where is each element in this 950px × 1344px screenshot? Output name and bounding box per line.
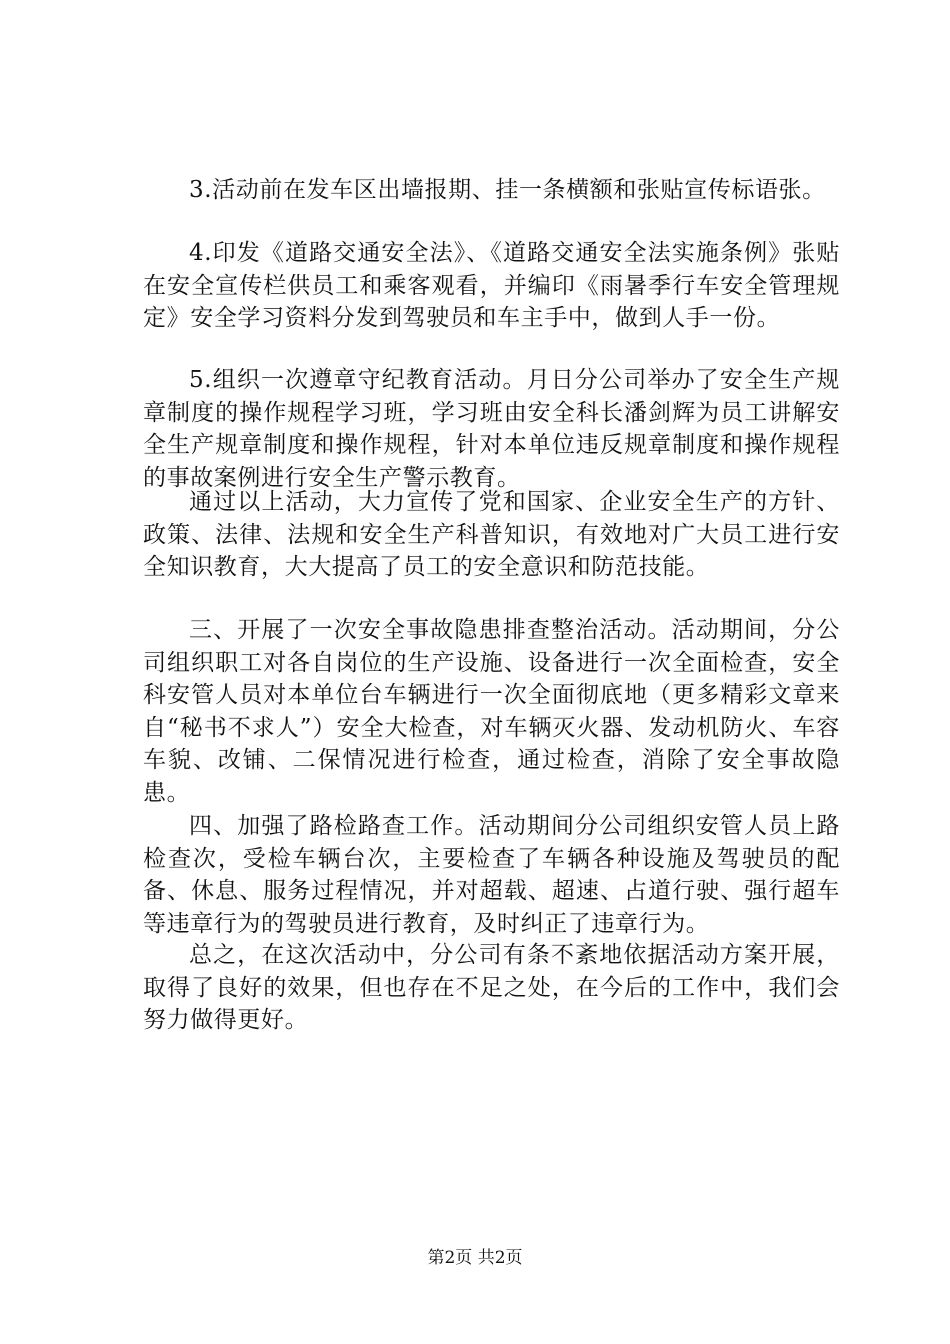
page-number-footer: 第2页 共2页 [427,1248,523,1268]
paragraph-item-4: 4.印发《道路交通安全法》、《道路交通安全法实施条例》张贴在安全宣传栏供员工和乘客观看，并编印《雨暑季行车安全管理规定》安全学习资料分发到驾驶员和车主手中，做到人手一份。 [143,240,840,332]
paragraph-section-four: 四、加强了路检路查工作。活动期间分公司组织安管人员上路检查次，受检车辆台次，主要检查了车辆各种设施及驾驶员的配备、休息、服务过程情况，并对超载、超速、占道行驶、强行超车等违章行为的驾驶员进行教育，及时纠正了违章行为。 [143,813,840,937]
paragraph-item-5: 5.组织一次遵章守纪教育活动。月日分公司举办了安全生产规章制度的操作规程学习班，学习班由安全科长潘剑辉为员工讲解安全生产规章制度和操作规程，针对本单位违反规章制度和操作规程的事故案例进行安全生产警示教育。 [143,367,840,491]
paragraph-item-3: 3.活动前在发车区出墙报期、挂一条横额和张贴宣传标语张。 [189,177,826,203]
paragraph-conclusion: 总之，在这次活动中，分公司有条不紊地依据活动方案开展，取得了良好的效果，但也存在不足之处，在今后的工作中，我们会努力做得更好。 [143,942,840,1034]
paragraph-summary-activities: 通过以上活动，大力宣传了党和国家、企业安全生产的方针、政策、法律、法规和安全生产科普知识，有效地对广大员工进行安全知识教育，大大提高了员工的安全意识和防范技能。 [143,489,840,581]
paragraph-section-three: 三、开展了一次安全事故隐患排查整治活动。活动期间，分公司组织职工对各自岗位的生产设施、设备进行一次全面检查，安全科安管人员对本单位台车辆进行一次全面彻底地（更多精彩文章来自“秘书不求人”）安全大检查，对车辆灭火器、发动机防火、车容车貌、改铺、二保情况进行检查，通过检查，消除了安全事故隐患。 [143,617,840,806]
